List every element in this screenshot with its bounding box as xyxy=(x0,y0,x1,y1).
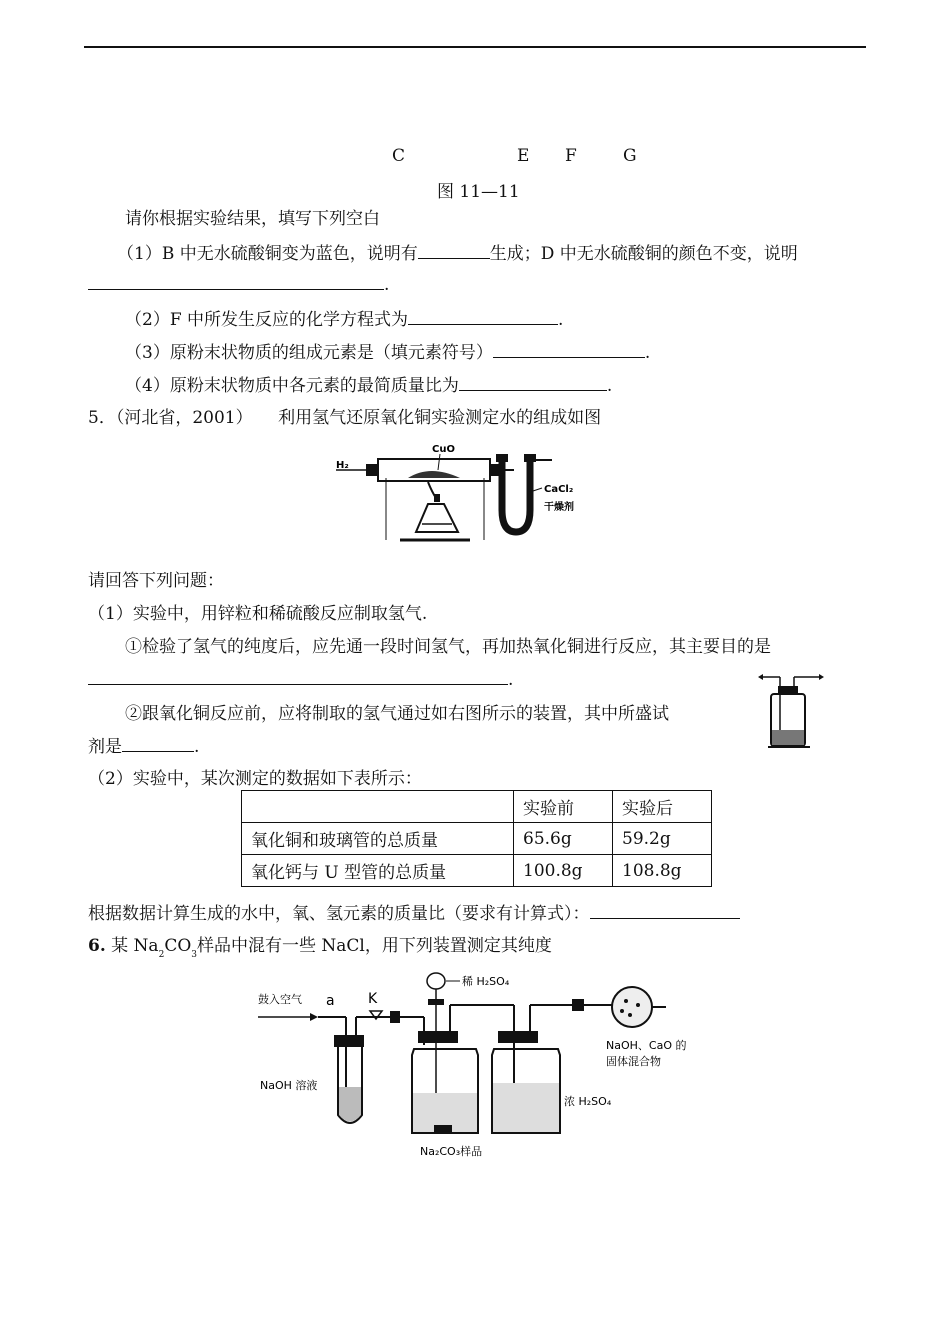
table-row xyxy=(242,855,712,887)
q4-part3-blank[interactable] xyxy=(493,341,645,358)
q5-calc-blank[interactable] xyxy=(590,902,740,919)
q5-header: 5．（河北省，2001） 利用氢气还原氧化铜实验测定水的组成如图 xyxy=(88,408,602,428)
q5-part1-i: ①检验了氢气的纯度后，应先通一段时间氢气，再加热氧化铜进行反应，其主要目的是 xyxy=(125,637,771,657)
q4-part1-blank-b[interactable] xyxy=(88,273,384,290)
figure-caption: 图 11—11 xyxy=(437,182,520,202)
q4-part4-text: （4）原粉末状物质中各元素的最简质量比为 xyxy=(125,376,459,396)
table-row xyxy=(242,823,712,855)
table-cell: 65.6g xyxy=(514,823,613,855)
label-solid-mix: 固体混合物 xyxy=(606,1055,661,1068)
q6-sub-2: 2 xyxy=(158,950,165,960)
q6-apparatus-diagram xyxy=(250,965,700,1165)
label-cuo: CuO xyxy=(432,444,455,455)
q4-part4: （4）原粉末状物质中各元素的最简质量比为 . xyxy=(125,376,613,396)
q6-text-b: CO xyxy=(164,936,192,956)
q5-calc-text: 根据数据计算生成的水中，氧、氢元素的质量比（要求有计算式）： xyxy=(88,904,590,924)
label-k: K xyxy=(368,991,378,1007)
wash-bottle-diagram xyxy=(758,668,828,752)
q5-part2: （2）实验中，某次测定的数据如下表所示： xyxy=(88,769,422,789)
q6-sub-3: 3 xyxy=(191,950,197,960)
q4-part1-continued: . xyxy=(88,273,389,296)
q5-part1-ii-answer: 剂是 . xyxy=(88,737,200,757)
q5-part1-ii-blank[interactable] xyxy=(122,735,194,752)
figure-letter-c: C xyxy=(392,146,406,166)
q5-ask: 请回答下列问题： xyxy=(88,571,224,591)
table-cell: 108.8g xyxy=(613,855,712,887)
q4-part2: （2）F 中所发生反应的化学方程式为 . xyxy=(125,310,564,330)
figure-letter-g: G xyxy=(623,146,637,166)
intro-text: 请你根据实验结果，填写下列空白 xyxy=(125,209,380,229)
q4-part3: （3）原粉末状物质的组成元素是（填元素符号） . xyxy=(125,343,651,363)
q6-header xyxy=(88,935,552,966)
label-cacl2: CaCl₂ xyxy=(544,484,574,495)
q5-part1-ii: ②跟氧化铜反应前，应将制取的氢气通过如右图所示的装置，其中所盛试 xyxy=(125,704,669,724)
q5-apparatus-diagram xyxy=(330,440,600,550)
q5-data-table xyxy=(241,790,712,887)
q4-part2-text: （2）F 中所发生反应的化学方程式为 xyxy=(125,310,409,330)
label-h2: H₂ xyxy=(336,460,349,471)
figure-letter-f: F xyxy=(565,146,577,166)
q4-part2-blank[interactable] xyxy=(408,308,558,325)
table-cell: 59.2g xyxy=(613,823,712,855)
q4-part4-blank[interactable] xyxy=(459,374,607,391)
q5-part1-i-answer: . xyxy=(88,668,513,691)
figure-letter-e: E xyxy=(517,146,530,166)
q5-calc xyxy=(88,902,740,925)
label-naoh-cao: NaOH、CaO 的 xyxy=(606,1039,687,1052)
label-dilute: 稀 H₂SO₄ xyxy=(462,975,510,988)
q6-text-a: 某 Na xyxy=(111,936,159,956)
table-cell: 实验前 xyxy=(514,791,613,823)
q4-part1-blank-a[interactable] xyxy=(418,242,490,259)
table-cell: 实验后 xyxy=(613,791,712,823)
table-cell: 100.8g xyxy=(514,855,613,887)
q4-part3-text: （3）原粉末状物质的组成元素是（填元素符号） xyxy=(125,343,493,363)
label-a: a xyxy=(326,993,335,1009)
label-air: 鼓入空气 xyxy=(258,993,302,1006)
label-sample: Na₂CO₃样品 xyxy=(420,1145,483,1158)
q4-part1-text-a: （1）B 中无水硫酸铜变为蓝色，说明有 xyxy=(117,244,418,264)
q5-part1: （1）实验中，用锌粒和稀硫酸反应制取氢气. xyxy=(88,604,428,624)
q6-number: 6. xyxy=(88,936,106,956)
table-header-row xyxy=(242,791,712,823)
q4-part1 xyxy=(117,242,798,265)
table-cell xyxy=(242,791,514,823)
label-conc: 浓 H₂SO₄ xyxy=(564,1095,612,1108)
label-naoh-sol: NaOH 溶液 xyxy=(260,1079,318,1092)
q4-part1-text-b: 生成；D 中无水硫酸铜的颜色不变，说明 xyxy=(489,244,798,264)
q5-part1-i-blank[interactable] xyxy=(88,668,508,685)
label-dry: 干燥剂 xyxy=(544,502,574,513)
q6-text-c: 样品中混有一些 NaCl，用下列装置测定其纯度 xyxy=(197,936,552,956)
q5-part1-ii-text: 剂是 xyxy=(88,737,122,757)
header-rule xyxy=(84,46,866,48)
table-cell: 氧化钙与 U 型管的总质量 xyxy=(242,855,514,887)
table-cell: 氧化铜和玻璃管的总质量 xyxy=(242,823,514,855)
